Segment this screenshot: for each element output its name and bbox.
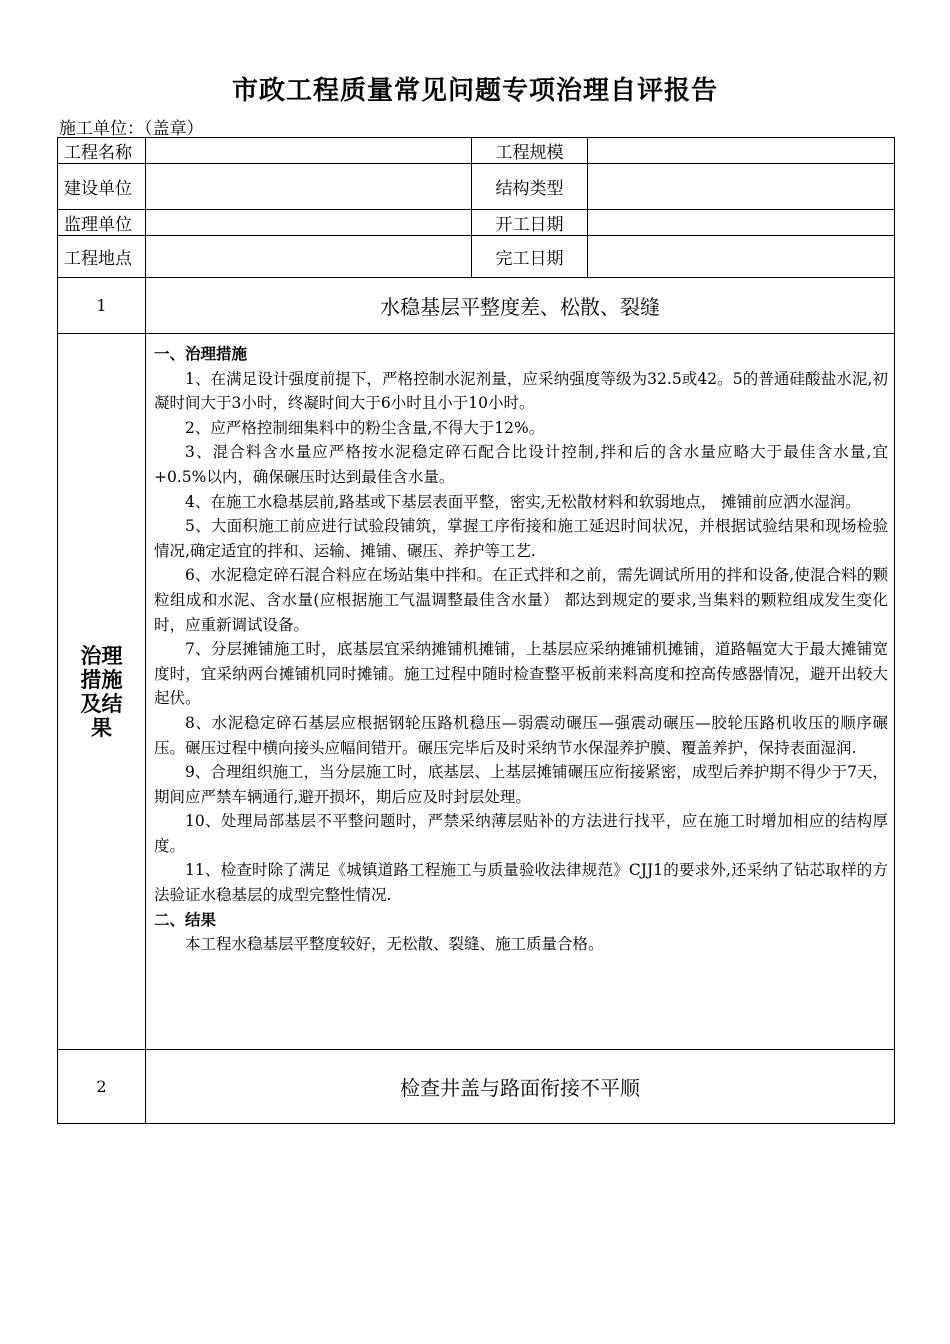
structure-type-label: 结构类型 [472,164,588,210]
location-label: 工程地点 [58,236,146,278]
project-name-value[interactable] [146,138,472,164]
structure-type-value[interactable] [588,164,895,210]
measures-content [146,334,895,1050]
result-heading: 二、结果 [154,910,217,929]
side-label-line: 措施 [80,667,123,692]
issue-row [58,1050,895,1124]
project-name-label: 工程名称 [58,138,146,164]
end-date-value[interactable] [588,236,895,278]
measure-item: 10、处理局部基层不平整问题时，严禁采纳薄层贴补的方法进行找平，应在施工时增加相应的结构厚度。 [154,812,888,855]
supervisor-label: 监理单位 [58,210,146,236]
info-row [58,236,895,278]
issue-number: 2 [58,1050,146,1124]
location-value[interactable] [146,236,472,278]
issue-row [58,278,895,334]
measures-heading: 一、治理措施 [154,345,248,363]
supervisor-value[interactable] [146,210,472,236]
measure-item: 3、混合料含水量应严格按水泥稳定碎石配合比设计控制,拌和后的含水量应略大于最佳含水量,宜+0.5%以内，确保碾压时达到最佳含水量。 [154,443,888,486]
measure-item: 2、应严格控制细集料中的粉尘含量,不得大于12%。 [185,418,545,437]
report-table [57,137,895,1124]
info-row [58,138,895,164]
builder-label: 建设单位 [58,164,146,210]
side-label-line: 治理 [80,643,123,668]
issue-number: 1 [58,278,146,334]
issue-title: 检查井盖与路面衔接不平顺 [146,1050,895,1124]
construction-unit-label: 施工单位：（盖章） [59,119,204,139]
info-row [58,164,895,210]
start-date-label: 开工日期 [472,210,588,236]
measure-item: 1、在满足设计强度前提下，严格控制水泥剂量，应采纳强度等级为32.5或42。5的普通硅酸盐水泥,初凝时间大于3小时，终凝时间大于6小时且小于10小时。 [154,369,888,413]
project-scale-label: 工程规模 [472,138,588,164]
builder-value[interactable] [146,164,472,210]
measure-item: 4、在施工水稳基层前,路基或下基层表面平整，密实,无松散材料和软弱地点， 摊铺前应洒水湿润。 [185,492,861,511]
report-title: 市政工程质量常见问题专项治理自评报告 [231,76,718,106]
side-label [58,334,146,1050]
issue-title: 水稳基层平整度差、松散、裂缝 [146,278,895,334]
end-date-label: 完工日期 [472,236,588,278]
start-date-value[interactable] [588,210,895,236]
measure-item: 8、水泥稳定碎石基层应根据钢轮压路机稳压—弱震动碾压—强震动碾压—胶轮压路机收压的顺序碾压。碾压过程中横向接头应幅间错开。碾压完毕后及时采纳节水保湿养护膜、覆盖养护，保持表面湿润. [154,713,888,757]
project-scale-value[interactable] [588,138,895,164]
side-label-line: 及结 [80,691,123,716]
measure-item: 5、大面积施工前应进行试验段铺筑，掌握工序衔接和施工延迟时间状况，并根据试验结果和现场检验情况,确定适宜的拌和、运输、摊铺、碾压、养护等工艺. [154,517,888,560]
side-label-line: 果 [91,715,112,740]
measure-item: 11、检查时除了满足《城镇道路工程施工与质量验收法律规范》CJJ1的要求外,还采纳了钻芯取样的方法验证水稳基层的成型完整性情况. [154,861,888,905]
info-row [58,210,895,236]
result-text: 本工程水稳基层平整度较好，无松散、裂缝、施工质量合格。 [185,935,604,954]
measure-item: 7、分层摊铺施工时，底基层宜采纳摊铺机摊铺，上基层应采纳摊铺机摊铺，道路幅宽大于最大摊铺宽度时，宜采纳两台摊铺机同时摊铺。施工过程中随时检查整平板前来料高度和控高传感器情况，避开出较大起伏。 [154,640,888,708]
measure-item: 9、合理组织施工，当分层施工时，底基层、上基层摊铺碾压应衔接紧密，成型后养护期不得少于7天，期间应严禁车辆通行,避开损坏，期后应及时封层处理。 [154,763,888,806]
measure-item: 6、水泥稳定碎石混合料应在场站集中拌和。在正式拌和之前，需先调试所用的拌和设备,使混合料的颗粒组成和水泥、含水量(应根据施工气温调整最佳含水量） 都达到规定的要求,当集料的颗粒组成发生变化时，应重新调试设备。 [154,566,888,634]
measures-row [58,334,895,1050]
